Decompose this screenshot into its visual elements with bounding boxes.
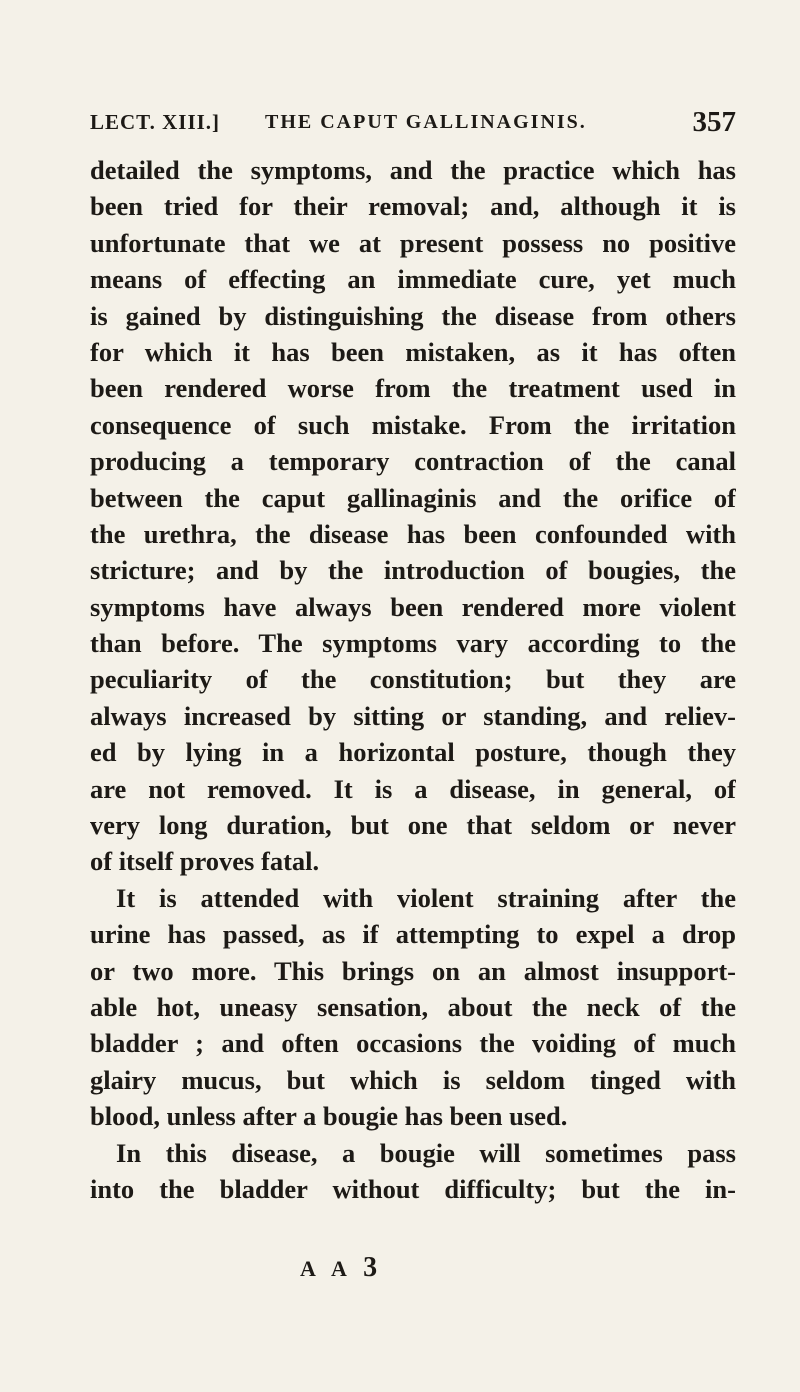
text-line: producing a temporary contraction of the canal	[90, 446, 736, 477]
text-line: means of effecting an immediate cure, yet much	[90, 264, 736, 295]
text-line: into the bladder without difficulty; but the in-	[90, 1173, 736, 1204]
text-line: peculiarity of the constitution; but they are	[90, 664, 736, 695]
text-line: It is attended with violent straining after the	[116, 882, 736, 913]
text-line: In this disease, a bougie will sometimes pass	[116, 1137, 736, 1168]
page-number: 357	[692, 106, 736, 138]
text-line: able hot, uneasy sensation, about the neck of the	[90, 991, 736, 1022]
signature-letters: A A	[300, 1256, 352, 1281]
signature-number: 3	[363, 1252, 378, 1283]
text-line: been rendered worse from the treatment used in	[90, 373, 736, 404]
text-line: consequence of such mistake. From the irritation	[90, 409, 736, 440]
text-line: urine has passed, as if attempting to expel a drop	[90, 919, 736, 950]
text-line: is gained by distinguishing the disease from others	[90, 300, 736, 331]
text-line: the urethra, the disease has been confounded with	[90, 518, 736, 549]
body-text	[90, 152, 736, 1207]
text-line: stricture; and by the introduction of bougies, the	[90, 555, 736, 586]
lecture-number: LECT. XIII.]	[90, 110, 221, 134]
text-line: for which it has been mistaken, as it has often	[90, 336, 736, 367]
text-line: between the caput gallinaginis and the orifice of	[90, 482, 736, 513]
text-line: symptoms have always been rendered more violent	[90, 591, 736, 622]
running-title: THE CAPUT GALLINAGINIS.	[265, 111, 587, 133]
text-line: been tried for their removal; and, although it is	[90, 191, 736, 222]
signature-mark	[300, 1252, 377, 1284]
running-header	[90, 106, 736, 142]
text-line: bladder ; and often occasions the voiding of much	[90, 1028, 736, 1059]
text-line: blood, unless after a bougie has been used.	[90, 1101, 568, 1132]
text-line: ed by lying in a horizontal posture, though they	[90, 737, 736, 768]
text-line: than before. The symptoms vary according to the	[90, 628, 736, 659]
text-line: or two more. This brings on an almost insupport-	[90, 955, 736, 986]
text-line: unfortunate that we at present possess no positive	[90, 227, 736, 258]
text-line: of itself proves fatal.	[90, 846, 320, 877]
text-line: are not removed. It is a disease, in general, of	[90, 773, 736, 804]
text-line: very long duration, but one that seldom or never	[90, 810, 736, 841]
text-line: detailed the symptoms, and the practice which has	[90, 155, 736, 185]
text-line: glairy mucus, but which is seldom tinged with	[90, 1064, 736, 1095]
text-line: always increased by sitting or standing, and reliev-	[90, 700, 736, 731]
